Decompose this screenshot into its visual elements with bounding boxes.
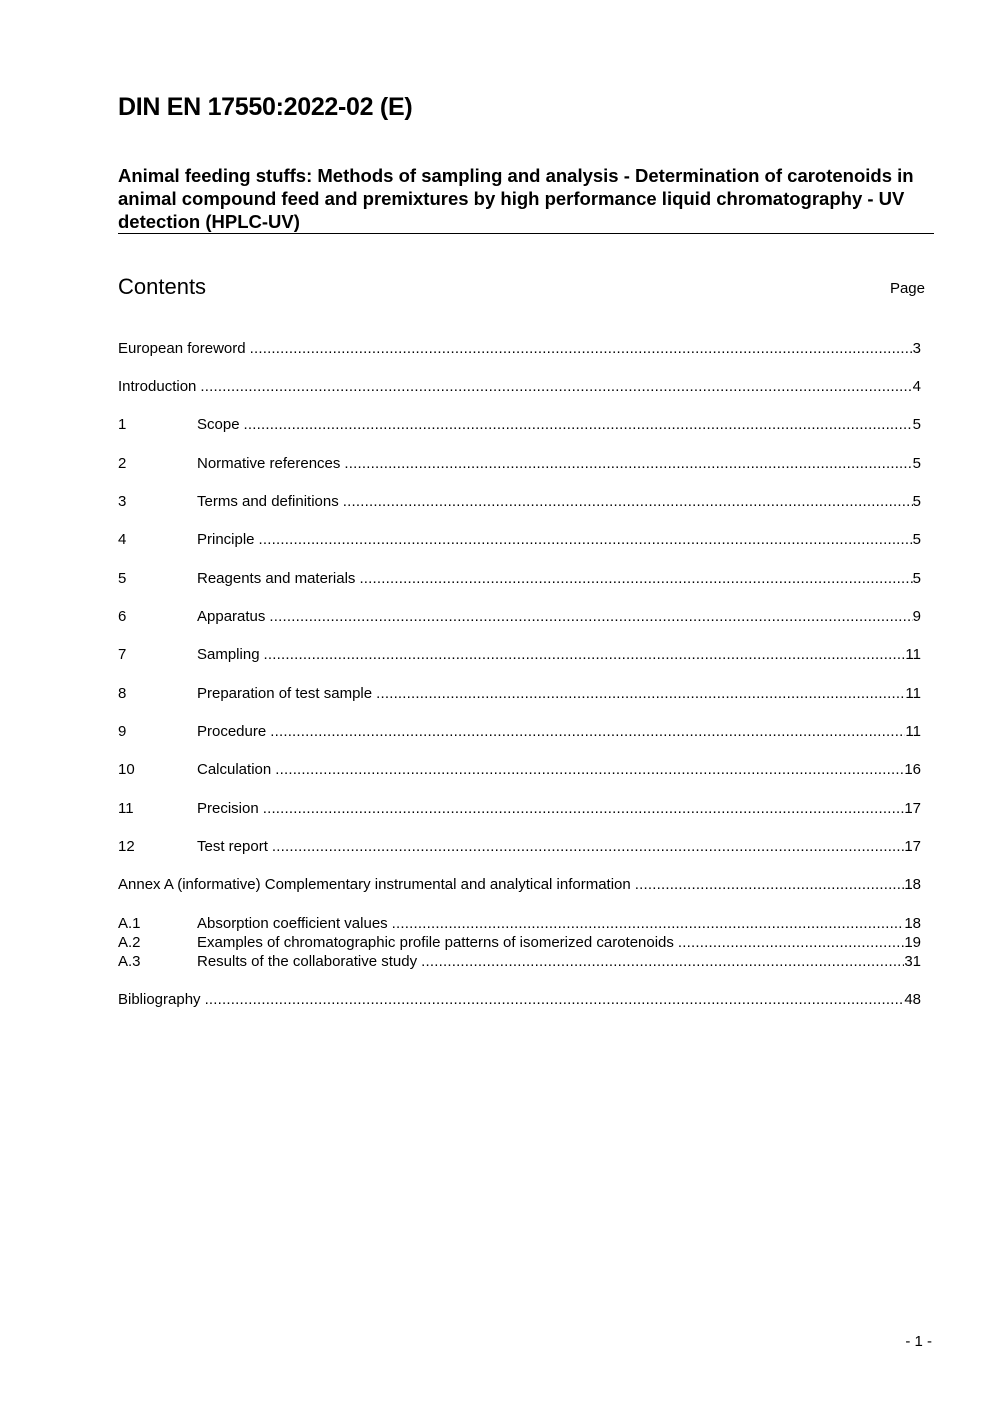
toc-entry-page: 16	[904, 761, 921, 778]
toc-entry-title: Results of the collaborative study	[197, 953, 418, 970]
toc-entry-title: Annex A (informative) Complementary instrumental and analytical information	[118, 876, 631, 893]
toc-entry-test-report[interactable]	[118, 837, 921, 856]
toc-entry-number: 7	[118, 646, 127, 663]
toc-entry-page: 5	[912, 455, 921, 472]
toc-entry-preparation-of-test-sample[interactable]	[118, 684, 921, 703]
toc-entry-introduction[interactable]	[118, 377, 921, 396]
toc-entry-title: Absorption coefficient values	[197, 915, 388, 932]
toc-entry-title: Calculation	[197, 761, 272, 778]
toc-entry-number: 5	[118, 570, 127, 587]
toc-entry-a3[interactable]	[118, 952, 921, 971]
toc-entry-number: 9	[118, 723, 127, 740]
toc-entry-number: 10	[118, 761, 135, 778]
toc-entry-page: 5	[912, 531, 921, 548]
toc-entry-number: 8	[118, 685, 127, 702]
toc-leader-dots	[678, 933, 904, 952]
toc-leader-dots	[275, 760, 904, 779]
toc-entry-precision[interactable]	[118, 799, 921, 818]
toc-entry-page: 17	[904, 800, 921, 817]
toc-entry-title: Procedure	[197, 723, 267, 740]
toc-entry-page: 5	[912, 493, 921, 510]
toc-leader-dots	[635, 875, 905, 894]
toc-entry-number: 2	[118, 455, 127, 472]
toc-leader-dots	[263, 799, 905, 818]
contents-heading: Contents	[118, 274, 207, 299]
toc-entry-title: Introduction	[118, 378, 197, 395]
toc-entry-page: 5	[912, 570, 921, 587]
toc-entry-page: 19	[904, 934, 921, 951]
toc-entry-annex-a[interactable]	[118, 875, 921, 894]
toc-entry-number: A.1	[118, 915, 141, 932]
toc-entry-number: 1	[118, 416, 127, 433]
document-id: DIN EN 17550:2022-02 (E)	[118, 93, 413, 121]
toc-entry-title: Reagents and materials	[197, 570, 356, 587]
page-column-heading: Page	[889, 280, 925, 297]
toc-leader-dots	[376, 684, 905, 703]
toc-entry-european-foreword[interactable]	[118, 339, 921, 358]
title-divider	[118, 233, 934, 234]
toc-entry-number: 12	[118, 838, 135, 855]
toc-entry-page: 3	[912, 340, 921, 357]
toc-leader-dots	[359, 569, 912, 588]
toc-entry-title: European foreword	[118, 340, 246, 357]
toc-entry-title: Precision	[197, 800, 259, 817]
toc-entry-title: Preparation of test sample	[197, 685, 373, 702]
toc-entry-page: 9	[912, 608, 921, 625]
toc-entry-a1[interactable]	[118, 914, 921, 933]
toc-entry-page: 31	[904, 953, 921, 970]
toc-leader-dots	[205, 990, 905, 1009]
toc-entry-scope[interactable]	[118, 415, 921, 434]
toc-entry-title: Sampling	[197, 646, 260, 663]
toc-entry-page: 17	[904, 838, 921, 855]
toc-leader-dots	[264, 645, 906, 664]
toc-entry-page: 11	[905, 723, 921, 740]
toc-entry-page: 48	[904, 991, 921, 1008]
document-title: Animal feeding stuffs: Methods of sampling and analysis - Determination of carotenoids in animal compound feed and premixtures by high performance liquid chromatography - UV detection (HPLC-UV)	[118, 165, 914, 232]
toc-entry-sampling[interactable]	[118, 645, 921, 664]
toc-leader-dots	[272, 837, 904, 856]
toc-entry-calculation[interactable]	[118, 760, 921, 779]
toc-leader-dots	[259, 530, 913, 549]
toc-entry-procedure[interactable]	[118, 722, 921, 741]
toc-entry-title: Test report	[197, 838, 268, 855]
toc-entry-title: Normative references	[197, 455, 341, 472]
toc-leader-dots	[200, 377, 912, 396]
toc-leader-dots	[270, 722, 905, 741]
toc-entry-a2[interactable]	[118, 933, 921, 952]
toc-entry-bibliography[interactable]	[118, 990, 921, 1009]
toc-entry-title: Bibliography	[118, 991, 201, 1008]
toc-entry-number: 3	[118, 493, 127, 510]
toc-entry-title: Principle	[197, 531, 255, 548]
toc-entry-page: 5	[912, 416, 921, 433]
page-number: - 1 -	[905, 1333, 932, 1350]
toc-leader-dots	[269, 607, 912, 626]
toc-entry-page: 11	[905, 685, 921, 702]
toc-leader-dots	[250, 339, 913, 358]
toc-entry-title: Examples of chromatographic profile patterns of isomerized carotenoids	[197, 934, 674, 951]
toc-entry-terms-and-definitions[interactable]	[118, 492, 921, 511]
toc-entry-title: Scope	[197, 416, 240, 433]
toc-entry-title: Apparatus	[197, 608, 266, 625]
toc-entry-page: 11	[905, 646, 921, 663]
toc-leader-dots	[421, 952, 904, 971]
toc-leader-dots	[344, 454, 912, 473]
toc-leader-dots	[244, 415, 913, 434]
toc-leader-dots	[343, 492, 913, 511]
toc-entry-number: A.3	[118, 953, 141, 970]
toc-entry-page: 18	[904, 876, 921, 893]
toc-entry-number: 11	[118, 800, 134, 817]
toc-entry-normative-references[interactable]	[118, 454, 921, 473]
toc-entry-number: 4	[118, 531, 127, 548]
toc-entry-number: A.2	[118, 934, 141, 951]
toc-entry-apparatus[interactable]	[118, 607, 921, 626]
toc-entry-reagents-and-materials[interactable]	[118, 569, 921, 588]
toc-entry-page: 18	[904, 915, 921, 932]
toc-entry-number: 6	[118, 608, 127, 625]
toc-entry-page: 4	[912, 378, 921, 395]
toc-entry-title: Terms and definitions	[197, 493, 339, 510]
toc-leader-dots	[392, 914, 905, 933]
toc-entry-principle[interactable]	[118, 530, 921, 549]
